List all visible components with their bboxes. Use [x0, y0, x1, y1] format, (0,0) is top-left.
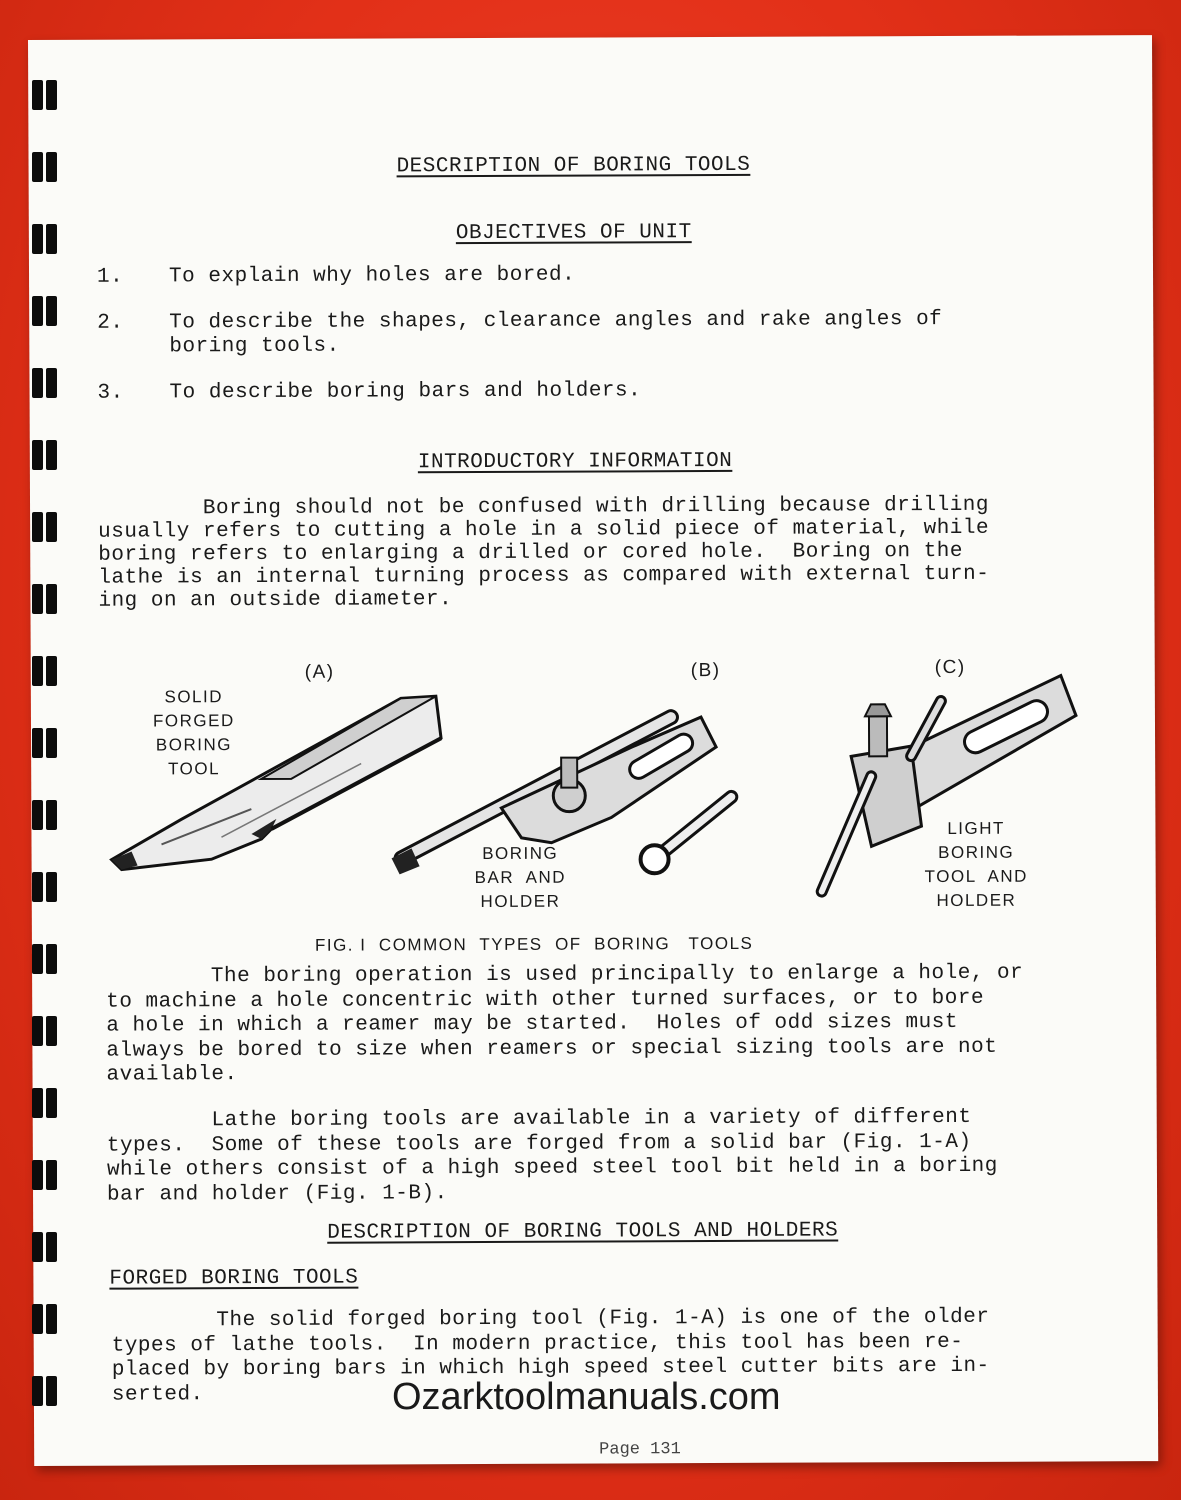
- watermark: Ozarktoolmanuals.com: [392, 1376, 781, 1418]
- light-boring-tool-and-holder-drawing: [791, 655, 1092, 906]
- forged-tool-paragraph: The solid forged boring tool (Fig. 1-A) is one of the older types of lathe tools. In modern practice, this tool has been re- placed by boring bars in which high speed steel cutter bits are in- serted.: [111, 1305, 990, 1407]
- lathe-tools-paragraph: Lathe boring tools are available in a variety of different types. Some of these tools are forged from a solid bar (Fig. 1-A) while others consist of a high speed steel tool bit held in a boring bar and holder (Fig. 1-B).: [106, 1105, 998, 1207]
- callout-light-boring-tool: LIGHT BORING TOOL AND HOLDER: [924, 818, 1028, 911]
- boring-operation-paragraph: The boring operation is used principally to enlarge a hole, or to machine a hole concentric with other turned surfaces, or to bore a hole in which a reamer may be started. Holes of odd sizes must always be bored to size when reamers or special sizing tools are not available.: [106, 961, 1024, 1087]
- manual-page: [28, 35, 1158, 1466]
- objectives-heading: OBJECTIVES OF UNIT: [455, 221, 692, 246]
- figure-label-b: (B): [690, 659, 721, 682]
- page-title: DESCRIPTION OF BORING TOOLS: [396, 153, 751, 179]
- intro-heading: INTRODUCTORY INFORMATION: [417, 449, 733, 475]
- objective-text: To explain why holes are bored.: [168, 263, 576, 289]
- callout-boring-bar-holder: BORING BAR AND HOLDER: [474, 843, 567, 912]
- objective-text: To describe boring bars and holders.: [169, 379, 642, 405]
- callout-solid-forged-tool: SOLID FORGED BORING TOOL: [152, 687, 235, 779]
- objective-text: To describe the shapes, clearance angles and rake angles of boring tools.: [169, 308, 943, 359]
- figure-label-a: (A): [304, 661, 335, 683]
- objective-number: 1.: [96, 265, 124, 289]
- figure-caption: FIG. I COMMON TYPES OF BORING TOOLS: [314, 933, 754, 955]
- intro-paragraph: Boring should not be confused with drilling because drilling usually refers to cutting a hole in a solid piece of material, while boring refers to enlarging a drilled or cored hole. Boring on the lathe is an internal turning process as compared with external turn- ing on an outside diameter.: [97, 493, 990, 613]
- spiral-binding: [28, 80, 62, 1430]
- page-number: Page 131: [599, 1440, 681, 1460]
- objective-number: 2.: [97, 311, 124, 335]
- section-heading: DESCRIPTION OF BORING TOOLS AND HOLDERS: [327, 1219, 839, 1245]
- sub-heading: FORGED BORING TOOLS: [109, 1266, 359, 1291]
- figure-label-c: (C): [934, 656, 966, 679]
- objective-number: 3.: [97, 381, 124, 405]
- boring-bar-and-holder-drawing: [371, 677, 762, 889]
